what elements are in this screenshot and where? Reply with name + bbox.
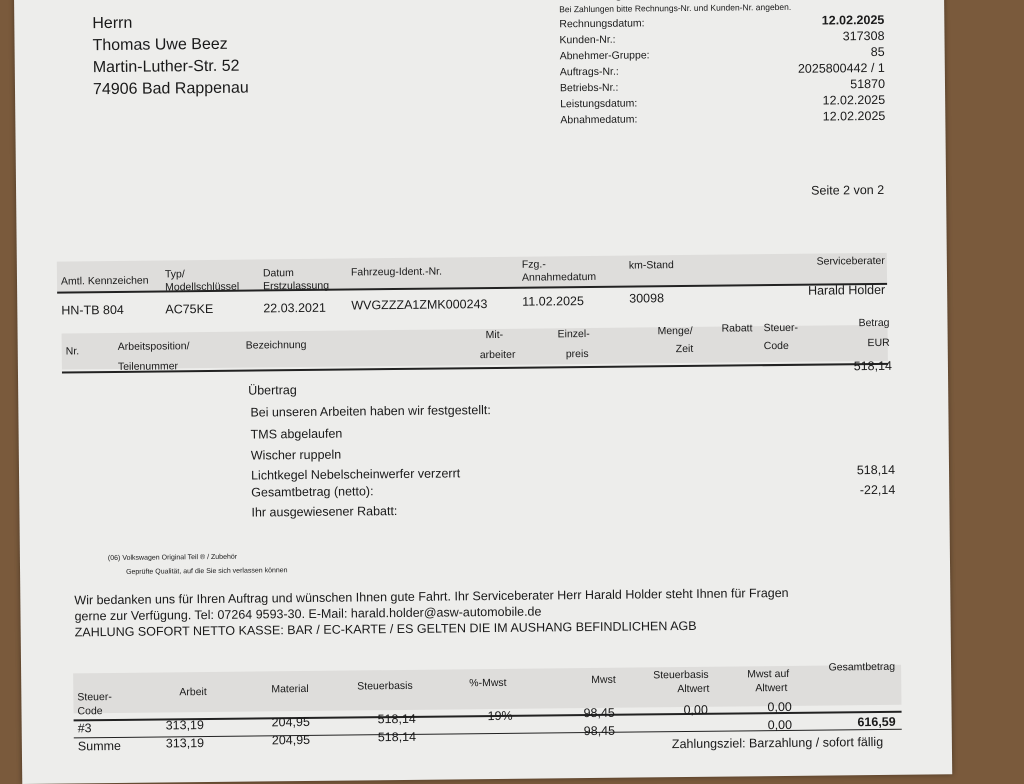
order-number: 2025800442 / 1 [797, 60, 885, 76]
col-recv: Fzg.- [521, 258, 546, 271]
recipient-salutation: Herrn [92, 14, 133, 33]
closing-line-2: gerne zur Verfügung. Tel: 07264 9593-30. E-Mail: harald.holder@asw-automobile.de [74, 604, 542, 624]
sum-old-vat: 0,00 [767, 717, 793, 733]
invoice-number-heading [559, 0, 652, 1]
invoice-note: Bei Zahlungen bitte Rechnungs-Nr. und Kunden-Nr. angeben. [559, 1, 792, 15]
vehicle-vin: WVGZZZA1ZMK000243 [351, 297, 488, 313]
col-position: Arbeitsposition/ [117, 340, 190, 353]
meta-label: Kunden-Nr.: [559, 33, 616, 47]
vehicle-plate: HN-TB 804 [61, 302, 124, 318]
finding-line: Wischer ruppeln [250, 447, 342, 463]
col-old-tax-base: Steuerbasis [653, 668, 709, 682]
col-old-vat: Mwst auf [747, 667, 790, 681]
col-quantity-2: Zeit [675, 342, 694, 356]
total-net-value: 518,14 [856, 462, 896, 478]
tax-row-old-vat: 0,00 [767, 699, 792, 715]
tax-row-base: 518,14 [377, 711, 416, 727]
col-discount: Rabatt [721, 322, 753, 335]
col-worker-2: arbeiter [479, 348, 516, 362]
finding-line: TMS abgelaufen [250, 426, 343, 442]
sum-base: 518,14 [377, 729, 417, 745]
col-grand-total: Gesamtbetrag [828, 660, 896, 674]
tax-row-old-base: 0,00 [683, 702, 708, 718]
discount-value: -22,14 [859, 482, 896, 498]
customer-group: 85 [870, 44, 885, 60]
col-labor: Arbeit [179, 686, 207, 699]
sum-vat: 98,45 [583, 723, 616, 739]
col-material: Material [271, 682, 309, 696]
page-number: Seite 2 von 2 [811, 182, 885, 198]
service-date: 12.02.2025 [822, 92, 886, 108]
tax-row-vat: 98,45 [583, 705, 615, 721]
recipient-street: Martin-Luther-Str. 52 [92, 57, 240, 77]
recipient-city: 74906 Bad Rappenau [92, 79, 249, 99]
payment-terms: ZAHLUNG SOFORT NETTO KASSE: BAR / EC-KARTE / ES GELTEN DIE IM AUSHANG BEFINDLICHEN AGB [74, 618, 697, 640]
discount-label: Ihr ausgewiesener Rabatt: [251, 504, 398, 520]
meta-label: Auftrags-Nr.: [559, 65, 619, 79]
carry-over-value: 518,14 [853, 358, 893, 374]
meta-label: Leistungsdatum: [560, 97, 638, 111]
tax-row-labor: 313,19 [165, 718, 204, 733]
col-amount: Betrag [858, 316, 890, 330]
invoice-date: 12.02.2025 [821, 12, 885, 28]
invoice-page [14, 0, 952, 784]
col-old-tax-base-2: Altwert [677, 682, 710, 696]
meta-label: Betriebs-Nr.: [559, 81, 619, 95]
footnote-quality: Geprüfte Qualität, auf die Sie sich verlassen können [126, 567, 288, 576]
meta-label: Abnahmedatum: [560, 113, 638, 127]
col-km: km-Stand [628, 259, 674, 272]
vehicle-type: AC75KE [165, 301, 214, 317]
vehicle-km: 30098 [629, 291, 665, 306]
acceptance-date: 12.02.2025 [822, 108, 886, 124]
col-taxcode: Steuer- [763, 321, 799, 335]
finding-line: Bei unseren Arbeiten haben wir festgestellt: [250, 403, 491, 420]
col-amount-2: EUR [867, 336, 890, 350]
col-vat-rate: %-Mwst [469, 676, 507, 690]
col-vat: Mwst [591, 673, 616, 686]
col-type-2: Modellschlüssel [165, 280, 240, 294]
sum-labor: 313,19 [165, 736, 205, 751]
col-type: Typ/ [164, 268, 185, 281]
col-tax-code: Steuer- [77, 691, 112, 704]
branch-number: 51870 [850, 76, 886, 92]
col-recv-2: Annahmedatum [521, 270, 597, 284]
tax-row-code: #3 [77, 721, 92, 736]
payment-due: Zahlungsziel: Barzahlung / sofort fällig [671, 734, 884, 752]
col-advisor: Serviceberater [816, 254, 885, 268]
vehicle-reg-date: 22.03.2021 [263, 300, 326, 316]
col-description: Bezeichnung [245, 338, 307, 352]
finding-line: Lichtkegel Nebelscheinwerfer verzerrt [250, 466, 461, 483]
meta-label: Abnehmer-Gruppe: [559, 49, 650, 63]
tax-row-rate: 19% [487, 708, 513, 724]
meta-label: Rechnungsdatum: [559, 17, 645, 31]
col-quantity: Menge/ [657, 324, 693, 338]
col-worker: Mit- [485, 328, 504, 342]
total-net-label: Gesamtbetrag (netto): [251, 484, 374, 500]
col-vin: Fahrzeug-Ident.-Nr. [350, 265, 443, 279]
col-old-vat-2: Altwert [755, 681, 788, 695]
vehicle-advisor: Harald Holder [807, 282, 886, 298]
col-tax-code-2: Code [77, 705, 103, 718]
col-nr: Nr. [65, 345, 80, 358]
carry-over-label: Übertrag [248, 383, 297, 398]
customer-number: 317308 [842, 28, 885, 44]
recipient-name: Thomas Uwe Beez [92, 35, 228, 55]
sum-material: 204,95 [271, 732, 311, 748]
grand-total: 616,59 [857, 714, 896, 730]
sum-label: Summe [77, 738, 122, 754]
col-tax-base: Steuerbasis [357, 679, 413, 693]
vehicle-received: 11.02.2025 [522, 294, 584, 309]
col-reg-2: Erstzulassung [263, 279, 330, 293]
col-position-2: Teilenummer [117, 360, 179, 373]
col-unit-price-2: preis [565, 348, 589, 361]
footnote-original-parts: (06) Volkswagen Original Teil ® / Zubehör [107, 553, 238, 563]
col-reg: Datum [262, 267, 294, 280]
tax-row-material: 204,95 [271, 714, 310, 730]
col-taxcode-2: Code [763, 339, 789, 353]
col-unit-price: Einzel- [557, 327, 590, 341]
closing-line-1: Wir bedanken uns für Ihren Auftrag und wünschen Ihnen gute Fahrt. Ihr Serviceberater Herr Harald Holder steht Ihnen für Fragen [74, 585, 789, 608]
col-plate: Amtl. Kennzeichen [60, 274, 149, 288]
